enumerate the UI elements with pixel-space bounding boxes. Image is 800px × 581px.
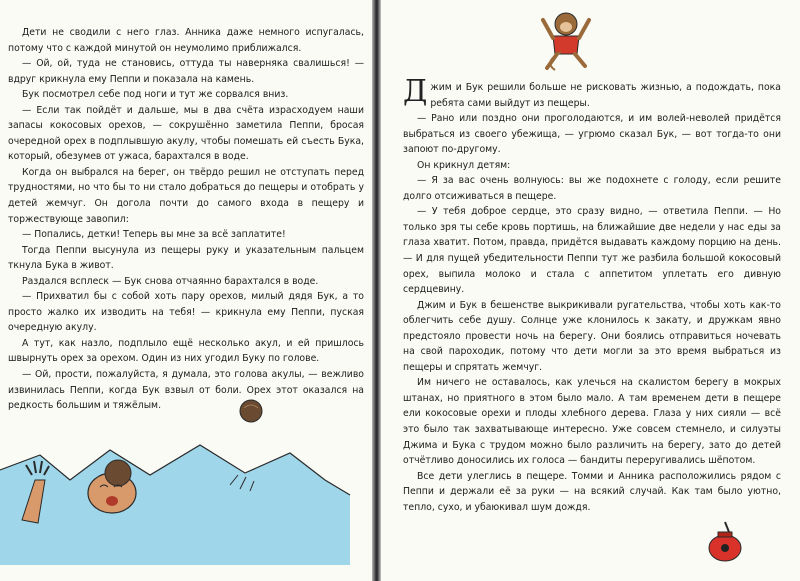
left-page [0, 0, 372, 581]
paragraph: — Если так пойдёт и дальше, мы в два счёта израсходуем наши запасы кокосовых орехов, — сокрушённо заметила Пеппи, бросая очередной орех в подплывшую акулу, чтобы помешать ей съесть Бука, который, обезумев от ужаса, барахтался в воде. [8, 104, 364, 163]
paragraph: Дети не сводили с него глаз. Анника даже немного испугалась, потому что с каждой минутой он неумолимо приближался. [8, 27, 364, 54]
paragraph: — Ой, прости, пожалуйста, я думала, это голова акулы, — вежливо извинилась Пеппи, когда Бук взвыл от боли. Орех этот оказался на редкость большим и тяжёлым. [8, 369, 364, 412]
paragraph: Бук посмотрел себе под ноги и тут же сорвался вниз. [22, 89, 289, 101]
paragraph: Джим и Бук в бешенстве выкрикивали ругательства, чтобы хоть как-то облегчить себе душу. Солнце уже клонилось к закату, и дружкам явно предстояло провести ночь на берегу. Они боялись отправиться ночевать на свой пароходик, потому что дети могли за это время выбраться из пещеры и спрятать жемчуг. [403, 299, 781, 373]
coconut-icon [236, 396, 266, 426]
paragraph: — Я за вас очень волнуюсь: вы же подохнете с голоду, если решите долго отсиживаться в пещере. [403, 175, 781, 202]
paragraph: Тогда Пеппи высунула из пещеры руку и указательным пальцем ткнула Бука в живот. [8, 244, 364, 272]
right-page-text [403, 74, 781, 515]
paragraph: Он крикнул детям: [417, 159, 511, 171]
pot-icon [703, 520, 747, 564]
paragraph: Когда он выбрался на берег, он твёрдо решил не отступать перед трудностями, но что бы то ни стало добраться до пещеры и отобрать у детей жемчуг. Он догола почти до самого входа в пещеру и торжествующе завопил: [8, 166, 364, 225]
paragraph: — Рано или поздно они проголодаются, и им волей-неволей придётся выбраться из своего убежища, — угрюмо сказал Бук, — вот тогда-то они запоют по-другому. [403, 113, 781, 156]
right-page [381, 0, 800, 581]
paragraph: А тут, как назло, подплыло ещё несколько акул, и ей пришлось швырнуть орех за орехом. Один из них угодил Буку по голове. [8, 337, 364, 365]
paragraph: Им ничего не оставалось, как улечься на скалистом берегу в мокрых штанах, но приятного в этом было мало. А там временем дети в пещере ели кокосовые орехи и плоды хлебного дерева. Глаза у них сияли — всё это было так захватывающе интересно. Уже совсем стемнело, и силуэты Джима и Бука с трудом можно было различить на берегу, зато до детей отчётливо доносились их голоса — бандиты переругивались шёпотом. [403, 377, 781, 467]
paragraph: Джим и Бук решили больше не рисковать жизнью, а подождать, пока ребята сами выйдут из пещеры. [403, 74, 781, 109]
monkey-icon [531, 6, 601, 76]
left-page-text [8, 25, 364, 414]
paragraph: — У тебя доброе сердце, это сразу видно, — ответила Пеппи. — Но только зря ты себе кровь портишь, на ближайшие две недели у нас еды за глаза хватит. Потом, правда, придётся выдавать каждому порцию на день. — И для пущей убедительности Пеппи тут же разбила большой кокосовый орех, выпила молоко и стала с аппетитом уплетать его дивную сердцевину. [403, 206, 781, 296]
sea-illustration [0, 425, 372, 565]
paragraph: — Прихватил бы с собой хоть пару орехов, милый дядя Бук, а то просто жалко их изводить на тебя! — крикнула ему Пеппи, пуская очередную акулу. [8, 291, 364, 334]
paragraph: — Ой, ой, туда не становись, оттуда ты наверняка свалишься! — вдруг крикнула ему Пеппи и показала на камень. [8, 58, 364, 85]
paragraph: Раздался всплеск — Бук снова отчаянно барахтался в воде. [22, 275, 319, 287]
paragraph: Все дети улеглись в пещере. Томми и Анника расположились рядом с Пеппи и держали её за руки — на всякий случай. Как там было уютно, тепло, сухо, и убаюкивал шум дождя. [403, 470, 781, 513]
book-gutter [372, 0, 381, 581]
drop-cap: Д [403, 74, 428, 109]
paragraph: — Попались, детки! Теперь вы мне за всё заплатите! [22, 229, 286, 241]
